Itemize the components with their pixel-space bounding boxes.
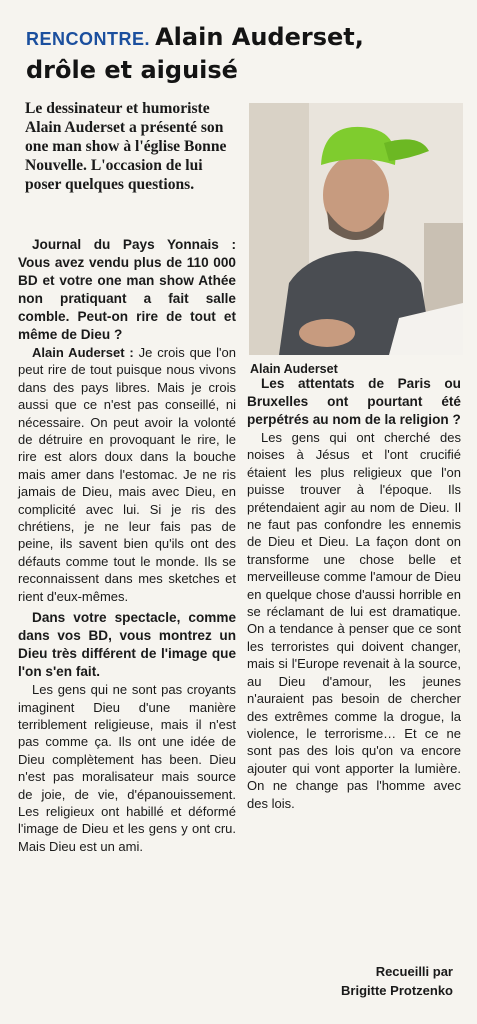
article-lede: Le dessinateur et humoriste Alain Auderset a présenté son one man show à l'église Bonne Nouvelle. L'occasion de lui poser quelques questions. [25, 100, 227, 193]
column-left [18, 236, 236, 855]
hand-shape [299, 319, 355, 347]
article-title-line1: Alain Auderset, [155, 23, 364, 51]
question-3: Les attentats de Paris ou Bruxelles ont pourtant été perpétrés au nom de la religion ? [247, 376, 461, 427]
article-title-line2: drôle et aiguisé [26, 56, 238, 84]
byline-author: Brigitte Protzenko [341, 983, 453, 998]
question-2: Dans votre spectacle, comme dans vos BD, vous montrez un Dieu très différent de l'image que l'on s'en fait. [18, 610, 236, 680]
byline-line1: Recueilli par [375, 964, 453, 979]
column-right [247, 375, 461, 812]
answer-3: Les gens qui ont cherché des noises à Jésus et l'ont crucifié étaient les plus religieux que l'on puisse trouver à l'époque. Ils prétendaient agir au nom de Dieu. Il ne faut pas confondre les ennemis de Dieu et Dieu. La façon dont on transforme une chose belle et merveilleuse comme l'amour de Dieu en quelque chose d'aussi horrible en se réclamant de lui est dramatique. On a tendance à penser que ce sont les terroristes qui doivent changer, mais si l'Europe revenait à la source, au Dieu d'amour, les jeunes n'auraient pas besoin de chercher des extrêmes comme la drogue, la violence, le terrorisme… Et ce ne sont pas des lois qu'on va encore ajouter qui vont apporter la lumière. On ne change pas l'homme avec des lois. [247, 430, 461, 811]
question-1: Journal du Pays Yonnais : Vous avez vendu plus de 110 000 BD et votre one man show Athée non pratiquant a fait salle comble. Peut-on rire de tout et même de Dieu ? [18, 237, 236, 342]
byline [341, 962, 453, 1000]
kicker-label: RENCONTRE. [26, 29, 151, 49]
answer-1-text: Je crois que l'on peut rire de tout puisque nous vivons dans des pays libres. Mais je crois aussi que ce n'est pas conseillé, ni nécessaire. On peut avoir la volonté de détruire en provoquant le rire, le rire est alors doux dans la bouche mais amer dans l'estomac. Je ne ris jamais de Dieu, mais avec Dieu, en complicité avec lui. Si je ris des chrétiens, je ne leur fais pas de peine, ils savent bien qu'ils ont des défauts comme tout le monde. Ils se reconnaissent dans mes sketches et rient d'eux-mêmes. [18, 345, 236, 604]
speaker-label: Alain Auderset : [32, 345, 134, 360]
answer-1 [18, 344, 236, 605]
portrait-photo [249, 103, 463, 355]
answer-2: Les gens qui ne sont pas croyants imaginent Dieu d'une manière terriblement religieuse, mais il n'est pas comme ça. Ils ont une idée de Dieu complètement has been. Dieu n'est pas moralisateur mais source de joie, de vie, d'épanouissement. Les religieux ont habillé et déformé l'image de Dieu et les gens y ont cru. Mais Dieu est un ami. [18, 682, 236, 854]
photo-caption: Alain Auderset [250, 362, 338, 376]
headline [26, 22, 466, 88]
